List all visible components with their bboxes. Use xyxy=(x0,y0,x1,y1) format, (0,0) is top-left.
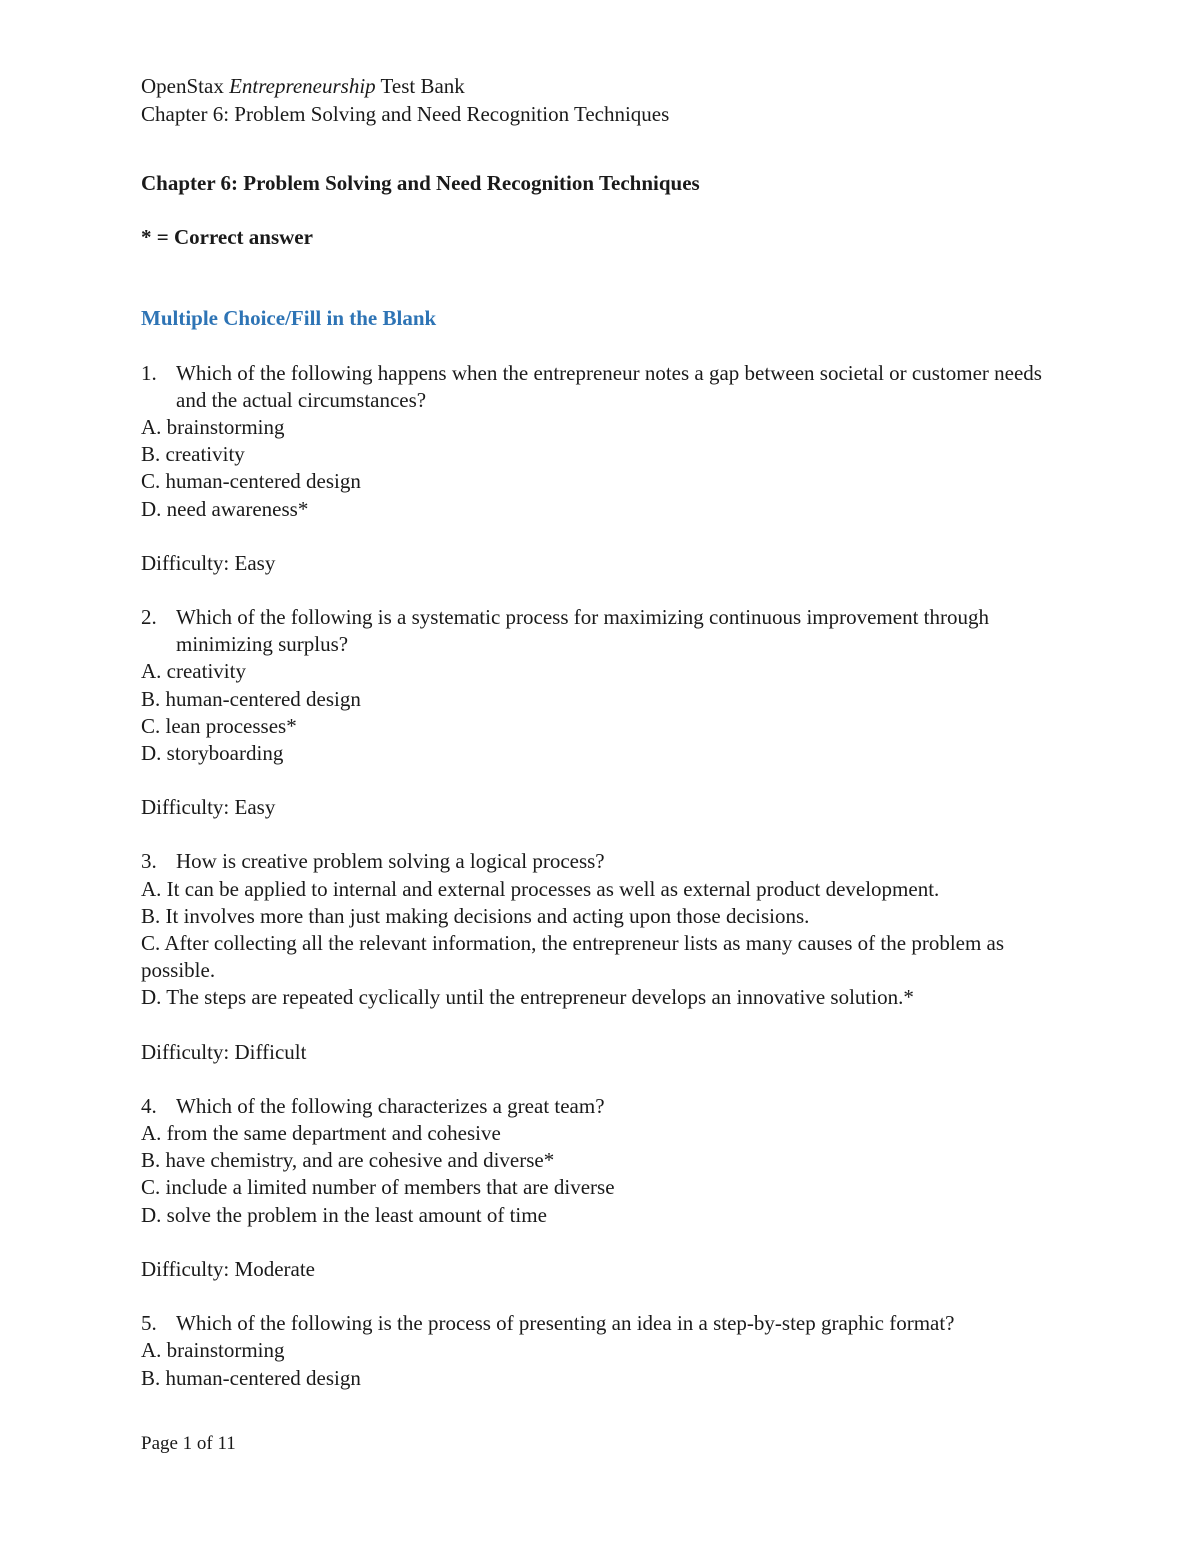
question-text: Which of the following is the process of presenting an idea in a step-by-step graphic format? xyxy=(176,1311,955,1336)
answer-option: A. brainstorming xyxy=(141,415,285,440)
difficulty-label: Difficulty: Easy xyxy=(141,795,276,820)
page-header xyxy=(141,72,669,128)
answer-option: B. human-centered design xyxy=(141,1365,361,1390)
question-text: Which of the following characterizes a great team? xyxy=(176,1093,605,1118)
answer-option: C. lean processes* xyxy=(141,713,297,738)
answer-option: D. The steps are repeated cyclically until the entrepreneur develops an innovative solution.* xyxy=(141,985,914,1010)
header-line-2: Chapter 6: Problem Solving and Need Recognition Techniques xyxy=(141,102,670,126)
header-suffix: Test Bank xyxy=(375,74,465,98)
answer-option: B. creativity xyxy=(141,442,245,467)
answer-option: C. human-centered design xyxy=(141,469,361,494)
answer-legend: * = Correct answer xyxy=(141,225,313,250)
question-4 xyxy=(141,1093,1061,1283)
document-body xyxy=(141,170,1061,1392)
answer-option: D. storyboarding xyxy=(141,741,284,766)
question-number: 4. xyxy=(141,1093,157,1118)
question-3 xyxy=(141,848,1061,1065)
question-number: 5. xyxy=(141,1311,157,1336)
answer-option: B. It involves more than just making decisions and acting upon those decisions. xyxy=(141,903,810,928)
answer-option: D. need awareness* xyxy=(141,496,309,521)
answer-option: D. solve the problem in the least amount of time xyxy=(141,1202,547,1227)
question-stem xyxy=(141,1093,1061,1120)
question-text: How is creative problem solving a logical process? xyxy=(176,849,605,874)
question-stem xyxy=(141,360,1061,414)
answer-option: A. brainstorming xyxy=(141,1338,285,1363)
question-2 xyxy=(141,604,1061,821)
question-text: Which of the following is a systematic process for maximizing continuous improvement through minimizing surplus? xyxy=(176,605,990,657)
answer-option: C. After collecting all the relevant information, the entrepreneur lists as many causes of the problem as possible. xyxy=(141,931,1005,983)
question-number: 1. xyxy=(141,360,157,385)
question-text: Which of the following happens when the entrepreneur notes a gap between societal or customer needs and the actual circumstances? xyxy=(176,360,1042,412)
question-1 xyxy=(141,360,1061,577)
header-line-1 xyxy=(141,72,669,100)
question-stem xyxy=(141,604,1061,658)
answer-option: A. from the same department and cohesive xyxy=(141,1121,501,1146)
difficulty-label: Difficulty: Easy xyxy=(141,550,276,575)
question-number: 2. xyxy=(141,605,157,630)
difficulty-label: Difficulty: Difficult xyxy=(141,1039,307,1064)
difficulty-label: Difficulty: Moderate xyxy=(141,1256,315,1281)
chapter-title: Chapter 6: Problem Solving and Need Recognition Techniques xyxy=(141,171,700,195)
page-number: Page 1 of 11 xyxy=(141,1433,236,1454)
answer-option: C. include a limited number of members that are diverse xyxy=(141,1175,615,1200)
answer-option: A. It can be applied to internal and external processes as well as external product development. xyxy=(141,876,940,901)
answer-option: B. have chemistry, and are cohesive and diverse* xyxy=(141,1148,555,1173)
answer-option: B. human-centered design xyxy=(141,686,361,711)
question-number: 3. xyxy=(141,849,157,874)
question-stem xyxy=(141,848,1061,875)
question-stem xyxy=(141,1310,1061,1337)
answer-option: A. creativity xyxy=(141,659,246,684)
header-prefix: OpenStax xyxy=(141,74,230,98)
section-heading: Multiple Choice/Fill in the Blank xyxy=(141,306,437,331)
question-5 xyxy=(141,1310,1061,1392)
header-book-title: Entrepreneurship xyxy=(229,74,376,98)
